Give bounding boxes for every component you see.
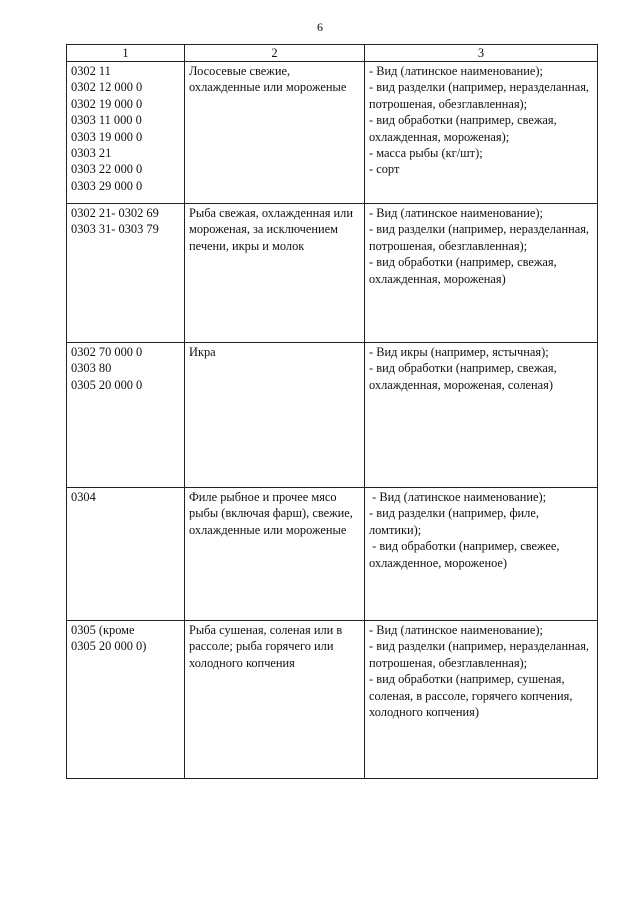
- attributes-cell: [365, 621, 598, 779]
- product-code: 0302 12 000 0: [71, 80, 143, 95]
- product-name: Рыба свежая, охлажденная или мороженая, за исключением печени, икры и молок: [189, 206, 353, 253]
- attribute-item: - вид разделки (например, неразделанная, потрошеная, обезглавленная);: [369, 222, 590, 253]
- product-name: Икра: [189, 345, 216, 359]
- code-cell: [67, 488, 185, 621]
- product-code: 0303 80: [71, 361, 112, 376]
- attribute-item: - вид разделки (например, филе, ломтики);: [369, 506, 539, 537]
- product-code: 0305 (кроме: [71, 623, 135, 637]
- product-code: 0305 20 000 0: [71, 377, 143, 392]
- attributes-cell: [365, 204, 598, 343]
- table-row: [67, 343, 598, 488]
- column-header-3: 3: [365, 45, 598, 62]
- attributes-cell: [365, 62, 598, 204]
- product-name-cell: [185, 488, 365, 621]
- product-code: 0302 11: [71, 64, 111, 78]
- product-name-cell: [185, 621, 365, 779]
- product-code: 0302 21- 0302 69: [71, 206, 159, 220]
- product-code: 0303 29 000 0: [71, 178, 143, 193]
- table-row: [67, 62, 598, 204]
- attribute-item: - вид разделки (например, неразделанная, потрошеная, обезглавленная);: [369, 639, 590, 670]
- attribute-item: - вид обработки (например, свежая, охлажденная, мороженая, соленая): [369, 361, 557, 392]
- table-row: [67, 621, 598, 779]
- page-number: 6: [317, 20, 323, 34]
- attribute-item: - вид разделки (например, неразделанная, потрошеная, обезглавленная);: [369, 80, 590, 111]
- attribute-item: - Вид (латинское наименование);: [369, 490, 547, 504]
- code-cell: [67, 204, 185, 343]
- attributes-cell: [365, 343, 598, 488]
- product-code: 0303 21: [71, 146, 112, 161]
- product-name: Лососевые свежие, охлажденные или мороженые: [189, 64, 347, 95]
- attribute-item: - вид обработки (например, сушеная, соленая, в рассоле, горячего копчения, холодного копчения): [369, 672, 573, 720]
- product-name: Филе рыбное и прочее мясо рыбы (включая фарш), свежие, охлажденные или мороженые: [189, 490, 353, 537]
- table-header-row: [67, 45, 598, 62]
- code-cell: [67, 343, 185, 488]
- product-name-cell: [185, 343, 365, 488]
- attribute-item: - Вид (латинское наименование);: [369, 206, 543, 220]
- attribute-item: - сорт: [369, 162, 400, 177]
- attribute-item: - масса рыбы (кг/шт);: [369, 146, 483, 161]
- attributes-cell: [365, 488, 598, 621]
- attribute-item: - вид обработки (например, свежая, охлажденная, мороженая): [369, 255, 557, 286]
- product-name-cell: [185, 62, 365, 204]
- product-code: 0302 19 000 0: [71, 96, 143, 111]
- product-code: 0303 22 000 0: [71, 162, 143, 177]
- attribute-item: - Вид икры (например, ястычная);: [369, 345, 549, 359]
- product-code: 0302 70 000 0: [71, 345, 143, 359]
- product-code: 0303 31- 0303 79: [71, 222, 159, 237]
- product-code: 0304: [71, 490, 96, 504]
- code-cell: [67, 62, 185, 204]
- product-code: 0303 11 000 0: [71, 113, 142, 128]
- table-row: [67, 488, 598, 621]
- product-code: 0303 19 000 0: [71, 129, 143, 144]
- attribute-item: - Вид (латинское наименование);: [369, 64, 543, 78]
- code-cell: [67, 621, 185, 779]
- product-table: [66, 44, 598, 779]
- attribute-item: - Вид (латинское наименование);: [369, 623, 543, 637]
- product-name-cell: [185, 204, 365, 343]
- product-code: 0305 20 000 0): [71, 639, 147, 654]
- attribute-item: - вид обработки (например, свежее, охлажденное, мороженое): [369, 539, 563, 570]
- product-name: Рыба сушеная, соленая или в рассоле; рыба горячего или холодного копчения: [189, 623, 343, 670]
- attribute-item: - вид обработки (например, свежая, охлажденная, мороженая);: [369, 113, 557, 144]
- column-header-2: 2: [185, 45, 365, 62]
- column-header-1: 1: [67, 45, 185, 62]
- table-row: [67, 204, 598, 343]
